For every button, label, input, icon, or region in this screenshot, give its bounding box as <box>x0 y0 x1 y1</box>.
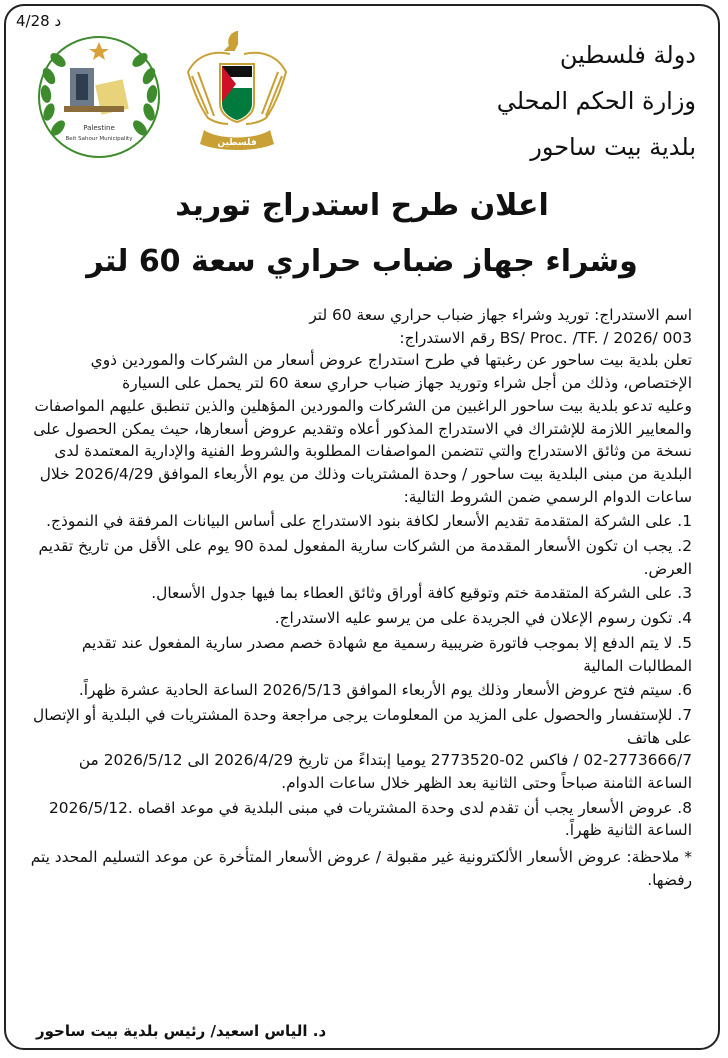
issuer-header <box>497 32 696 170</box>
municipality-seal-logo <box>36 34 162 160</box>
tender-name: اسم الاستدراج: توريد وشراء جهاز ضباب حراري سعة 60 لتر <box>309 306 692 324</box>
invitation-paragraph: وعليه تدعو بلدية بيت ساحور الراغبين من الشركات والموردين المؤهلين والذين تنطبق عليهم المواصفات والمعايير اللازمة للإشتراك في الاستدراج المذكور أعلاه وتقديم عروض أسعارها، حيث يمكن الحصول على نسخة من وثائق الاستدراج والتي تتضمن المواصفات المطلوبة والشروط الفنية والإدارية المعتمدة لدى البلدية من مبنى البلدية بيت ساحور / وحدة المشتريات وذلك من يوم الأربعاء الموافق 2026/4/29 خلال ساعات الدوام الرسمي ضمن الشروط التالية: <box>33 396 692 506</box>
header-municipality: بلدية بيت ساحور <box>530 133 696 161</box>
tender-number: BS/ Proc. /TF. / 2026/ 003 رقم الاستدراج: <box>399 328 692 347</box>
emblem-label: فلسطين <box>217 138 257 148</box>
contact-details: 02-2773666/7 / فاكس 02-2773520 يوميا إبتداءً من تاريخ 2026/4/29 الى 2026/5/12 من الساعة الثامنة صباحاً وحتى الثانية بعد الظهر خلال ساعات الدوام. <box>78 751 692 793</box>
note-paragraph: * ملاحظة: عروض الأسعار الألكترونية غير مقبولة / عروض الأسعار المتأخرة عن موعد التسليم المحدد يتم رفضها. <box>30 848 692 889</box>
title-line-1: اعلان طرح استدراج توريد <box>175 188 549 223</box>
header-ministry: وزارة الحكم المحلي <box>496 87 696 115</box>
condition-item: 1. على الشركة المتقدمة تقديم الأسعار لكافة بنود الاستدراج على أساس البيانات المرفقة في النموذج. <box>46 512 692 531</box>
announcement-body <box>30 304 692 892</box>
condition-item: 6. سيتم فتح عروض الأسعار وذلك يوم الأربعاء الموافق 2026/5/13 الساعة الحادية عشرة ظهراً. <box>78 681 692 700</box>
condition-item: 8. عروض الأسعار يجب أن تقدم لدى وحدة المشتريات في مبنى البلدية في موعد اقصاه .2026/5/12 الساعة الثانية ظهراً. <box>48 798 692 840</box>
condition-item: 4. تكون رسوم الإعلان في الجريدة على من يرسو عليه الاستدراج. <box>274 609 692 628</box>
condition-item: 2. يجب ان تكون الأسعار المقدمة من الشركات سارية المفعول لمدة 90 يوم على الأقل من تاريخ تقديم العرض. <box>38 537 692 578</box>
seal-palestine-text: Palestine <box>83 124 115 132</box>
title-line-2: وشراء جهاز ضباب حراري سعة 60 لتر <box>86 244 638 279</box>
palestine-eagle-emblem <box>182 26 292 161</box>
signature-line: د. الياس اسعيد/ رئيس بلدية بيت ساحور <box>36 1022 327 1040</box>
announcement-title <box>46 178 678 290</box>
document-frame <box>4 4 720 1050</box>
condition-item: 3. على الشركة المتقدمة ختم وتوقيع كافة أوراق وثائق العطاء بما فيها جدول الأسعال. <box>151 584 692 603</box>
header-state: دولة فلسطين <box>559 41 696 69</box>
seal-municipality-text: Beit Sahour Municipality <box>65 136 133 142</box>
condition-item: 7. للإستفسار والحصول على المزيد من المعلومات يرجى مراجعة وحدة المشتريات في البلدية أو الإتصال على هاتف <box>33 705 692 747</box>
page-reference: 4/28 د <box>16 12 62 30</box>
condition-item: 5. لا يتم الدفع إلا بموجب فاتورة ضريبية رسمية مع شهادة خصم مصدر سارية المفعول عند تقديم المطالبات المالية <box>81 633 692 675</box>
intro-paragraph: تعلن بلدية بيت ساحور عن رغبتها في طرح استدراج عروض أسعار من الشركات والموردين ذوي الإختصاص، وذلك من أجل شراء وتوريد جهاز ضباب حراري سعة 60 لتر يحمل على السيارة <box>90 351 692 393</box>
